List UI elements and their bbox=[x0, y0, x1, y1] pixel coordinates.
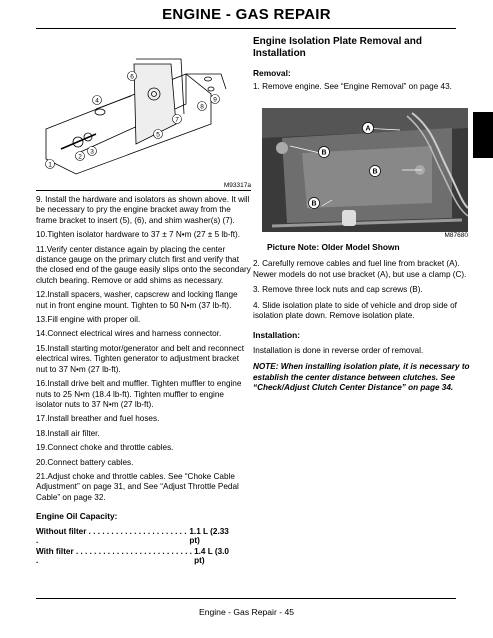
footer-rule bbox=[36, 598, 456, 599]
page-footer: Engine - Gas Repair - 45 bbox=[198, 607, 295, 617]
oil-row-label: Without filter . . . . . . . . . . . . . . . . . . . . . . . bbox=[36, 526, 187, 545]
step-16: 16.Install drive belt and muffler. Tighten muffler to engine nuts to 25 N•m (18.4 lb-ft). Tighten muffler to engine isolator nuts to 37 N•m (27 lb-ft). bbox=[36, 379, 242, 409]
installation-note: NOTE: When installing isolation plate, it is necessary to establish the center distance between clutches. See “Check/Adjust Clutch Center Distance” on page 34. bbox=[253, 362, 470, 393]
callout-4-label: 4 bbox=[95, 97, 99, 105]
oil-row-value: 1.4 L (3.0 pt) bbox=[194, 546, 229, 565]
callout-7-label: 7 bbox=[175, 116, 179, 124]
callout-1 bbox=[46, 160, 55, 169]
removal-step-1: 1. Remove engine. See “Engine Removal” on page 43. bbox=[253, 82, 452, 92]
section-tab bbox=[473, 112, 493, 158]
photo-callout-a bbox=[363, 123, 374, 134]
callout-2-label: 2 bbox=[78, 153, 82, 161]
step-13: 13.Fill engine with proper oil. bbox=[36, 315, 141, 325]
photo-callout-b-1-label: B bbox=[321, 149, 327, 157]
page-title: ENGINE - GAS REPAIR bbox=[162, 6, 331, 23]
photo-caption: M87680 bbox=[444, 232, 468, 239]
figure-caption-left: M93317a bbox=[223, 182, 251, 189]
oil-capacity-heading: Engine Oil Capacity: bbox=[36, 511, 118, 522]
callout-4 bbox=[93, 96, 102, 105]
callout-2 bbox=[76, 152, 85, 161]
isolation-plate-photo bbox=[262, 108, 468, 232]
callout-7 bbox=[173, 115, 182, 124]
oil-row-without-filter bbox=[36, 527, 241, 545]
photo-callout-b-2-label: B bbox=[372, 168, 378, 176]
step-15: 15.Install starting motor/generator and belt and reconnect electrical wires. Tighten generator to adjustment bracket nut to 37 N•m (27 lb-ft). bbox=[36, 343, 244, 374]
removal-heading: Removal: bbox=[253, 68, 291, 78]
callout-5-label: 5 bbox=[156, 131, 160, 139]
step-19: 19.Connect choke and throttle cables. bbox=[36, 443, 174, 453]
photo-callout-a-label: A bbox=[365, 125, 371, 133]
callout-8 bbox=[198, 102, 207, 111]
callout-6 bbox=[128, 72, 137, 81]
callout-9-label: 9 bbox=[213, 96, 217, 104]
removal-step-3: 3. Remove three lock nuts and cap screws (B). bbox=[253, 285, 423, 295]
step-21: 21.Adjust choke and throttle cables. See “Choke Cable Adjustment” on page 31, and See “Adjust Throttle Pedal Cable” on page 32. bbox=[36, 471, 239, 502]
step-10: 10.Tighten isolator hardware to 37 ± 7 N•m (27 ± 5 lb-ft). bbox=[36, 230, 241, 240]
callout-8-label: 8 bbox=[200, 103, 204, 111]
callout-9 bbox=[211, 95, 220, 104]
step-12: 12.Install spacers, washer, capscrew and locking flange nut in front engine mount. Tighten to 50 N•m (37 lb-ft). bbox=[36, 290, 238, 310]
photo-callout-b-2 bbox=[370, 166, 381, 177]
step-14: 14.Connect electrical wires and harness connector. bbox=[36, 329, 222, 339]
oil-row-with-filter bbox=[36, 547, 241, 565]
oil-row-value: 1.1 L (2.33 pt) bbox=[189, 526, 229, 545]
right-column-bottom bbox=[253, 242, 475, 393]
callout-3 bbox=[88, 147, 97, 156]
section-title: Engine Isolation Plate Removal and Installation bbox=[253, 36, 422, 59]
isolation-plate-photo-drawing bbox=[262, 108, 468, 232]
photo-callout-b-3-label: B bbox=[311, 200, 317, 208]
removal-step-4: 4. Slide isolation plate to side of vehicle and drop side of isolation plate down. Remove isolation plate. bbox=[253, 300, 457, 321]
exploded-view-drawing bbox=[36, 34, 251, 184]
exploded-view-figure bbox=[36, 34, 251, 184]
step-17: 17.Install breather and fuel hoses. bbox=[36, 414, 160, 424]
header-rule bbox=[36, 28, 456, 29]
photo-callout-b-1 bbox=[319, 147, 330, 158]
picture-note: Picture Note: Older Model Shown bbox=[267, 242, 400, 252]
installation-heading: Installation: bbox=[253, 330, 300, 341]
oil-row-label: With filter . . . . . . . . . . . . . . . . . . . . . . . . . . . bbox=[36, 546, 192, 565]
step-11: 11.Verify center distance again by placing the center distance gauge on the primary clutch first and verify that the closed end of the gauge easily slips onto the secondary clutch bearing. Remove or add shims as necessary. bbox=[36, 244, 251, 285]
right-column-top bbox=[253, 36, 475, 93]
photo-callout-b-3 bbox=[309, 198, 320, 209]
installation-text: Installation is done in reverse order of removal. bbox=[253, 345, 424, 355]
callout-3-label: 3 bbox=[90, 148, 94, 156]
step-20: 20.Connect battery cables. bbox=[36, 457, 134, 467]
step-9: 9. Install the hardware and isolators as shown above. It will be necessary to pry the engine bracket away from the frame bracket to insert (5), (6), and shim washer(s) (7). bbox=[36, 195, 250, 225]
callout-6-label: 6 bbox=[130, 73, 134, 81]
callout-1-label: 1 bbox=[48, 161, 52, 169]
left-steps bbox=[36, 195, 251, 565]
callout-5 bbox=[154, 130, 163, 139]
step-18: 18.Install air filter. bbox=[36, 428, 100, 438]
removal-step-2: 2. Carefully remove cables and fuel line from bracket (A). Newer models do not use bracket (A), but use a clamp (C). bbox=[253, 259, 467, 279]
figure-rule-left bbox=[36, 190, 251, 191]
